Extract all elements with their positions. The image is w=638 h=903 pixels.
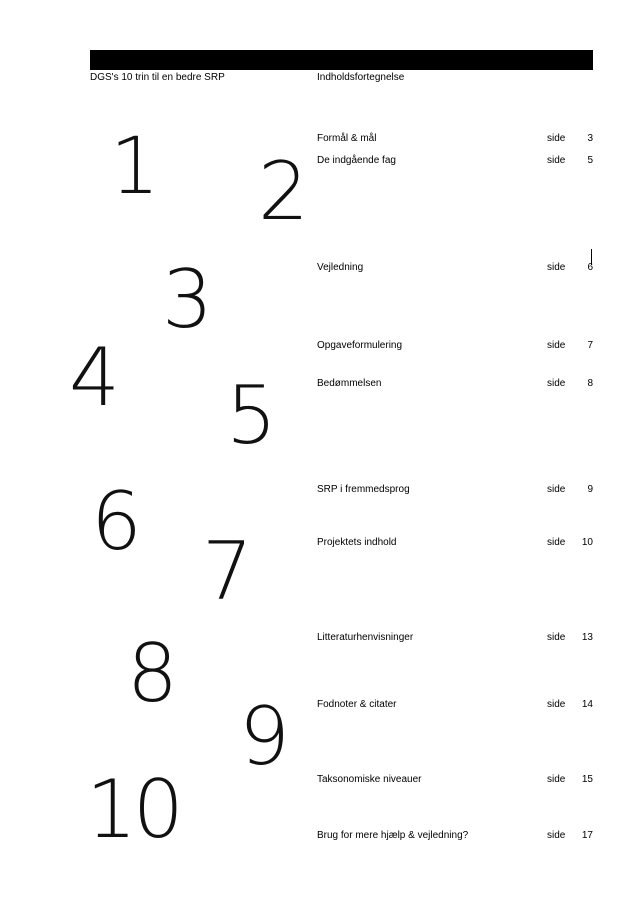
toc-page-number: 15 xyxy=(581,774,593,785)
toc-page-number: 13 xyxy=(581,632,593,643)
toc-entry-title: Vejledning xyxy=(317,262,364,273)
toc-row[interactable] xyxy=(317,155,593,169)
toc-side-label: side xyxy=(547,155,566,166)
toc-page-number: 7 xyxy=(587,340,593,351)
toc-row[interactable] xyxy=(317,632,593,646)
toc-side-label: side xyxy=(547,262,566,273)
toc-entry-title: Fodnoter & citater xyxy=(317,699,397,710)
step-number-5: 5 xyxy=(226,369,277,462)
toc-page-number: 6 xyxy=(587,262,593,273)
toc-heading: Indholdsfortegnelse xyxy=(317,72,405,83)
toc-page-number: 8 xyxy=(587,378,593,389)
toc-page-number: 10 xyxy=(581,537,593,548)
step-number-4: 4 xyxy=(69,331,120,424)
step-number-8: 8 xyxy=(127,627,178,720)
toc-row[interactable] xyxy=(317,262,593,276)
toc-row[interactable] xyxy=(317,699,593,713)
toc-row[interactable] xyxy=(317,378,593,392)
toc-row[interactable] xyxy=(317,133,593,147)
toc-entry-title: Litteraturhenvisninger xyxy=(317,632,414,643)
toc-entry-title: Formål & mål xyxy=(317,133,377,144)
toc-side-label: side xyxy=(547,774,566,785)
step-number-10: 10 xyxy=(86,763,180,856)
step-number-9: 9 xyxy=(239,690,290,783)
toc-entry-title: Taksonomiske niveauer xyxy=(317,774,422,785)
toc-side-label: side xyxy=(547,378,566,389)
toc-entry-title: SRP i fremmedsprog xyxy=(317,484,410,495)
toc-page-number: 9 xyxy=(587,484,593,495)
step-number-7: 7 xyxy=(202,525,253,618)
toc-page-number: 3 xyxy=(587,133,593,144)
toc-page-number: 17 xyxy=(581,830,593,841)
toc-side-label: side xyxy=(547,632,566,643)
toc-row[interactable] xyxy=(317,537,593,551)
toc-entry-title: De indgående fag xyxy=(317,155,396,166)
header-bar xyxy=(90,50,593,70)
toc-page-number: 5 xyxy=(587,155,593,166)
toc-row[interactable] xyxy=(317,830,593,844)
toc-side-label: side xyxy=(547,537,566,548)
toc-row[interactable] xyxy=(317,774,593,788)
toc-side-label: side xyxy=(547,484,566,495)
toc-side-label: side xyxy=(547,133,566,144)
toc-entry-title: Projektets indhold xyxy=(317,537,397,548)
step-number-2: 2 xyxy=(258,145,309,238)
toc-side-label: side xyxy=(547,699,566,710)
toc-row[interactable] xyxy=(317,340,593,354)
step-number-3: 3 xyxy=(162,253,213,346)
toc-entry-title: Brug for mere hjælp & vejledning? xyxy=(317,830,469,841)
toc-side-label: side xyxy=(547,830,566,841)
toc-side-label: side xyxy=(547,340,566,351)
step-number-6: 6 xyxy=(91,475,142,568)
toc-row[interactable] xyxy=(317,484,593,498)
toc-page-number: 14 xyxy=(581,699,593,710)
toc-entry-title: Bedømmelsen xyxy=(317,378,382,389)
document-title: DGS's 10 trin til en bedre SRP xyxy=(90,72,225,83)
step-number-1: 1 xyxy=(110,122,160,212)
toc-entry-title: Opgaveformulering xyxy=(317,340,403,351)
